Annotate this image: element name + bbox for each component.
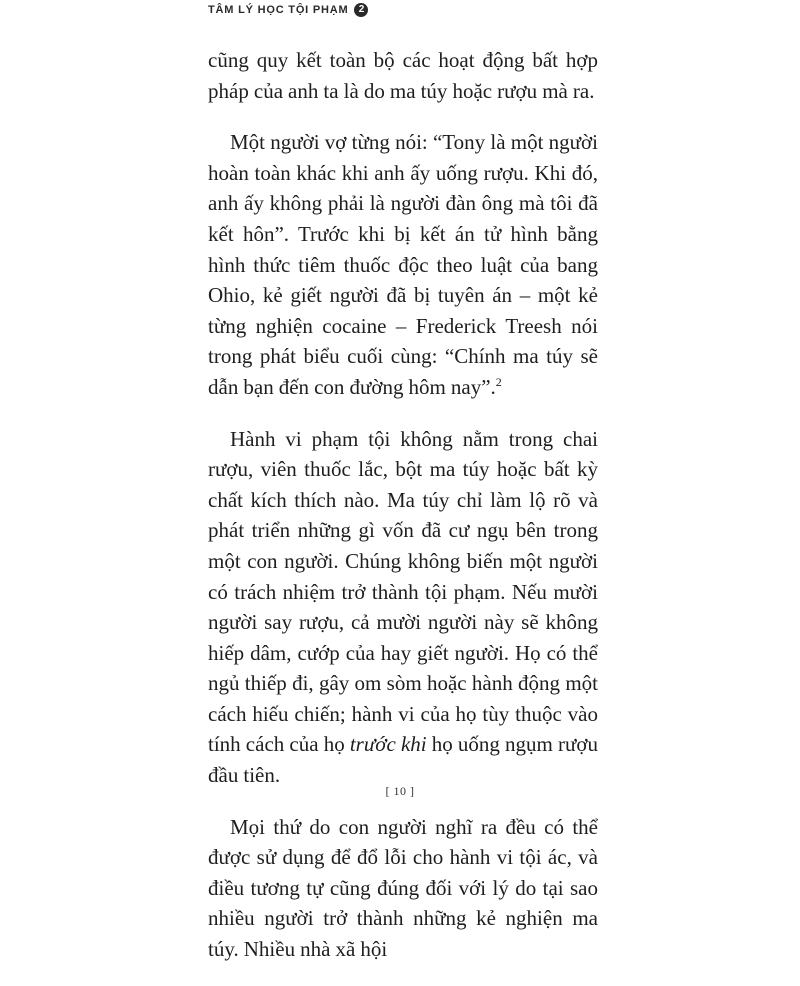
paragraph-4: Mọi thứ do con người nghĩ ra đều có thể được sử dụng để đổ lỗi cho hành vi tội ác, và điều tương tự cũng đúng đối với lý do tại sao nhiều người trở thành những kẻ nghiện ma túy. Nhiều nhà xã hội [208,814,598,962]
running-title: TÂM LÝ HỌC TỘI PHẠM [208,4,349,16]
footnote-ref: 2 [495,374,502,389]
paragraph-3 [208,424,598,791]
page-body [208,45,598,986]
paragraph-2 [208,127,598,402]
running-header [208,0,368,20]
volume-badge: 2 [354,3,368,17]
paragraph-3-emphasis: trước khi [349,732,427,757]
paragraph-3-text-after: họ uống ngụm rượu đầu tiên. [208,732,598,788]
paragraph-2-text: Một người vợ từng nói: “Tony là một người hoàn toàn khác khi anh ấy uống rượu. Khi đó, anh ấy không phải là người đàn ông mà tôi đã kết hôn”. Trước khi bị kết án tử hình bằng hình thức tiêm thuốc độc theo luật của bang Ohio, kẻ giết người đã bị tuyên án – một kẻ từng nghiện cocaine – Frederick Treesh nói trong phát biểu cuối cùng: “Chính ma túy sẽ dẫn bạn đến con đường hôm nay”. [208,130,598,399]
page-number: [ 10 ] [385,784,415,798]
paragraph-1: cũng quy kết toàn bộ các hoạt động bất hợp pháp của anh ta là do ma túy hoặc rượu mà ra. [208,48,598,103]
paragraph-3-text-before: Hành vi phạm tội không nằm trong chai rượu, viên thuốc lắc, bột ma túy hoặc bất kỳ chất kích thích nào. Ma túy chỉ làm lộ rõ và phát triển những gì vốn đã cư ngụ bên trong một con người. Chúng không biến một người có trách nhiệm trở thành tội phạm. Nếu mười người say rượu, cả mười người này sẽ không hiếp dâm, cướp của hay giết người. Họ có thể ngủ thiếp đi, gây om sòm hoặc hành động một cách hiếu chiến; hành vi của họ tùy thuộc vào tính cách của họ [208,426,598,757]
